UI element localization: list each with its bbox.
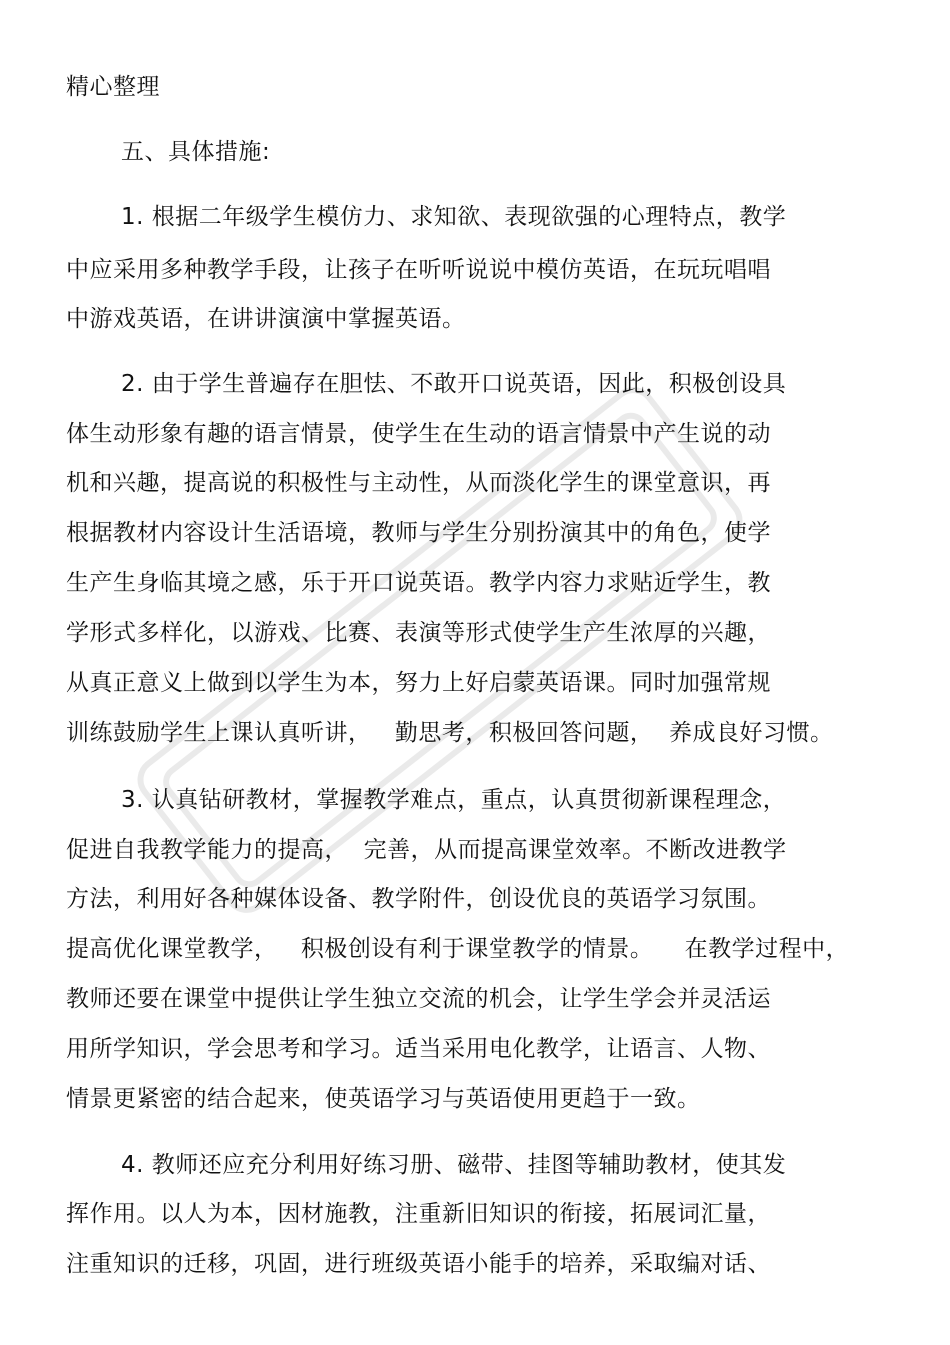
paragraph-line: 3. 认真钻研教材，掌握教学难点，重点，认真贯彻新课程理念， [121,787,787,813]
paragraph-line: 教师还要在课堂中提供让学生独立交流的机会，让学生学会并灵活运 [66,986,771,1012]
paragraph-line: 注重知识的迁移，巩固，进行班级英语小能手的培养，采取编对话、 [66,1251,771,1277]
paragraph-line: 机和兴趣，提高说的积极性与主动性，从而淡化学生的课堂意识，再 [66,470,771,496]
paragraph-line: 体生动形象有趣的语言情景，使学生在生动的语言情景中产生说的动 [66,421,771,447]
paragraph-line: 挥作用。以人为本，因材施教，注重新旧知识的衔接，拓展词汇量， [66,1201,771,1227]
paragraph-line: 根据教材内容设计生活语境，教师与学生分别扮演其中的角色，使学 [66,520,771,546]
paragraph-line: 从真正意义上做到以学生为本，努力上好启蒙英语课。同时加强常规 [66,670,771,696]
paragraph-line: 促进自我教学能力的提高， 完善，从而提高课堂效率。不断改进教学 [66,837,787,863]
paragraph-line: 1. 根据二年级学生模仿力、求知欲、表现欲强的心理特点，教学 [121,204,787,230]
paragraph-line: 学形式多样化，以游戏、比赛、表演等形式使学生产生浓厚的兴趣， [66,620,771,646]
paragraph-line: 中应采用多种教学手段，让孩子在听听说说中模仿英语，在玩玩唱唱 [66,257,771,283]
paragraph-line: 提高优化课堂教学， 积极创设有利于课堂教学的情景。 在教学过程中， [66,936,850,962]
header-label: 精心整理 [66,74,160,100]
paragraph-line: 4. 教师还应充分利用好练习册、磁带、挂图等辅助教材，使其发 [121,1152,787,1178]
paragraph-line: 用所学知识，学会思考和学习。适当采用电化教学，让语言、人物、 [66,1036,771,1062]
paragraph-line: 生产生身临其境之感，乐于开口说英语。教学内容力求贴近学生，教 [66,570,771,596]
paragraph-line: 中游戏英语，在讲讲演演中掌握英语。 [66,306,466,332]
paragraph-line: 方法，利用好各种媒体设备、教学附件，创设优良的英语学习氛围。 [66,886,771,912]
paragraph-line: 情景更紧密的结合起来，使英语学习与英语使用更趋于一致。 [66,1086,701,1112]
paragraph-line: 训练鼓励学生上课认真听讲， 勤思考，积极回答问题， 养成良好习惯。 [66,720,834,746]
paragraph-line: 2. 由于学生普遍存在胆怯、不敢开口说英语，因此，积极创设具 [121,371,787,397]
section-title: 五、具体措施: [121,139,271,165]
